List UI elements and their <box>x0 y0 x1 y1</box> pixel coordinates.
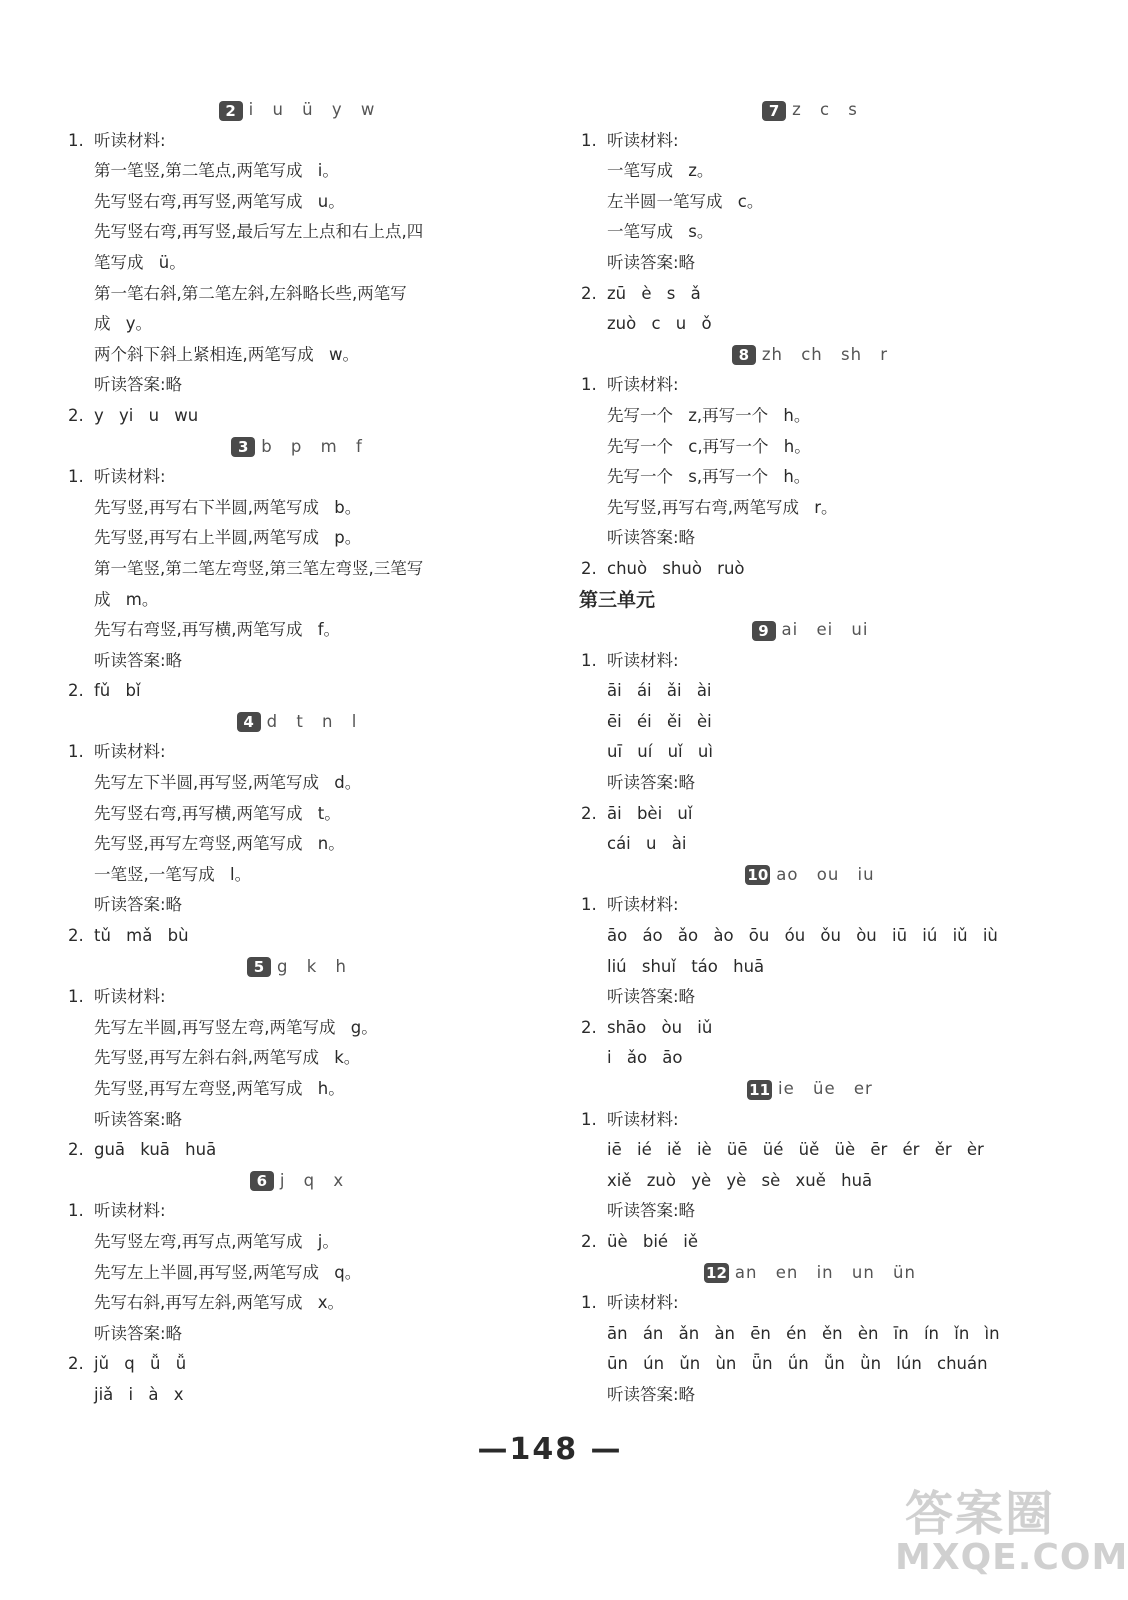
line-text: 两个斜下斜上紧相连,两笔写成 w。 <box>94 344 359 364</box>
answer-line <box>575 523 1045 554</box>
line-text: 听读答案:略 <box>94 375 183 395</box>
answer-line <box>575 829 1045 860</box>
line-text: 左半圆一笔写成 c。 <box>607 191 764 211</box>
section-number-badge: 6 <box>250 1171 274 1191</box>
answer-line <box>575 737 1045 768</box>
answer-item <box>62 462 532 493</box>
answer-item <box>62 126 532 157</box>
watermark-logo <box>895 1475 1128 1595</box>
answer-item <box>575 1288 1045 1319</box>
line-text: 听读答案:略 <box>607 1201 696 1221</box>
section-number-badge: 7 <box>762 101 786 121</box>
line-text: 先写一个 s,再写一个 h。 <box>607 467 811 487</box>
item-number: 2. <box>68 405 84 425</box>
answer-line <box>62 370 532 401</box>
section-heading <box>62 707 532 738</box>
line-text: 听读答案:略 <box>94 1323 183 1343</box>
answer-line <box>575 676 1045 707</box>
answer-item <box>62 1135 532 1166</box>
answer-line <box>575 1196 1045 1227</box>
answer-line <box>62 890 532 921</box>
section-number-badge: 8 <box>732 345 756 365</box>
line-text: 第一笔竖,第二笔左弯竖,第三笔左弯竖,三笔写 <box>94 558 424 578</box>
line-text: 笔写成 ü。 <box>94 252 186 272</box>
line-text: 听读答案:略 <box>94 1109 183 1129</box>
answer-item <box>62 676 532 707</box>
item-text: 听读材料: <box>94 130 166 150</box>
page-number: —148 — <box>477 1432 623 1467</box>
answer-item <box>575 1227 1045 1258</box>
section-heading <box>575 95 1045 126</box>
section-letters: d t n l <box>266 711 358 731</box>
watermark-en: MXQE.COM <box>895 1537 1128 1578</box>
answer-line <box>62 1013 532 1044</box>
item-text: 听读材料: <box>607 1293 679 1313</box>
line-text: 成 y。 <box>94 314 153 334</box>
answer-line <box>62 1227 532 1258</box>
line-text: 先写竖,再写右下半圆,两笔写成 b。 <box>94 497 362 517</box>
answer-line <box>62 1105 532 1136</box>
answer-line <box>575 493 1045 524</box>
line-text: i ǎo āo <box>607 1048 683 1068</box>
line-text: 先写竖,再写左斜右斜,两笔写成 k。 <box>94 1048 361 1068</box>
answer-line <box>575 1135 1045 1166</box>
item-text: zū è s ǎ <box>607 283 701 303</box>
item-number: 2. <box>581 558 597 578</box>
line-text: liú shuǐ táo huā <box>607 956 765 976</box>
item-number: 1. <box>68 130 84 150</box>
section-letters: zh ch sh r <box>761 344 889 364</box>
item-text: 听读材料: <box>607 130 679 150</box>
answer-item <box>62 401 532 432</box>
answer-item <box>62 921 532 952</box>
section-number-badge: 11 <box>749 1080 771 1099</box>
answer-item <box>575 554 1045 585</box>
line-text: 一笔竖,一笔写成 l。 <box>94 864 252 884</box>
item-text: 听读材料: <box>607 650 679 670</box>
answer-line <box>62 1380 532 1411</box>
answer-item <box>62 1196 532 1227</box>
line-text: 先写左下半圆,再写竖,两笔写成 d。 <box>94 773 362 793</box>
section-heading <box>575 615 1045 646</box>
answer-item <box>575 1105 1045 1136</box>
section-letters: b p m f <box>261 436 363 456</box>
line-text: 先写竖,再写左弯竖,两笔写成 n。 <box>94 834 345 854</box>
line-text: 听读答案:略 <box>607 773 696 793</box>
answer-line <box>62 217 532 248</box>
line-text: ēi éi ěi èi <box>607 711 712 731</box>
line-text: 先写一个 c,再写一个 h。 <box>607 436 811 456</box>
item-text: 听读材料: <box>607 375 679 395</box>
line-text: 先写竖,再写右上半圆,两笔写成 p。 <box>94 528 362 548</box>
item-text: fǔ bǐ <box>94 681 141 701</box>
answer-line <box>62 585 532 616</box>
answer-line <box>62 615 532 646</box>
item-number: 2. <box>581 803 597 823</box>
answer-line <box>62 1288 532 1319</box>
answer-item <box>575 646 1045 677</box>
answer-line <box>62 248 532 279</box>
item-number: 1. <box>581 1293 597 1313</box>
right-column <box>575 95 1045 1411</box>
line-text: 先写左半圆,再写竖左弯,两笔写成 g。 <box>94 1017 378 1037</box>
answer-line <box>575 1166 1045 1197</box>
section-number-badge: 5 <box>247 957 271 977</box>
item-number: 2. <box>68 926 84 946</box>
answer-line <box>62 340 532 371</box>
line-text: cái u ài <box>607 834 687 854</box>
section-letters: ie üe er <box>778 1079 873 1098</box>
line-text: ān án ǎn àn ēn én ěn èn īn ín ǐn ìn <box>607 1323 1000 1343</box>
section-number-badge: 9 <box>752 621 776 641</box>
line-text: 先写竖右弯,再写横,两笔写成 t。 <box>94 803 341 823</box>
answer-line <box>62 829 532 860</box>
item-text: tǔ mǎ bù <box>94 926 189 946</box>
answer-line <box>62 1043 532 1074</box>
line-text: 听读答案:略 <box>94 895 183 915</box>
section-heading <box>62 95 532 126</box>
line-text: ūn ún ǔn ùn ǖn ǘn ǚn ǜn lún chuán <box>607 1354 988 1374</box>
unit-title-text: 第三单元 <box>579 588 656 611</box>
line-text: 一笔写成 s。 <box>607 222 714 242</box>
answer-line <box>575 432 1045 463</box>
section-number-badge: 10 <box>747 866 769 885</box>
line-text: āo áo ǎo ào ōu óu ǒu òu iū iú iǔ iù <box>607 926 998 946</box>
section-heading <box>62 432 532 463</box>
section-heading <box>575 340 1045 371</box>
answer-item <box>575 126 1045 157</box>
section-number-badge: 12 <box>706 1264 727 1283</box>
item-number: 2. <box>68 681 84 701</box>
line-text: 先写右斜,再写左斜,两笔写成 x。 <box>94 1293 344 1313</box>
section-letters: z c s <box>792 100 858 119</box>
answer-line <box>62 279 532 310</box>
line-text: xiě zuò yè yè sè xuě huā <box>607 1170 873 1190</box>
line-text: uī uí uǐ uì <box>607 742 713 762</box>
answer-item <box>575 890 1045 921</box>
answer-line <box>575 982 1045 1013</box>
answer-line <box>62 1258 532 1289</box>
answer-line <box>62 1319 532 1350</box>
line-text: 先写竖,再写右弯,两笔写成 r。 <box>607 497 838 517</box>
line-text: 先写竖,再写左弯竖,两笔写成 h。 <box>94 1079 345 1098</box>
answer-line <box>575 309 1045 340</box>
answer-line <box>62 768 532 799</box>
item-number: 1. <box>68 467 84 487</box>
answer-item <box>62 982 532 1013</box>
section-number-badge: 4 <box>237 712 261 732</box>
item-number: 1. <box>581 1109 597 1129</box>
answer-line <box>62 187 532 218</box>
answer-line <box>575 1319 1045 1350</box>
section-number-badge: 3 <box>231 437 255 457</box>
item-number: 2. <box>68 1140 84 1160</box>
item-number: 2. <box>68 1354 84 1374</box>
line-text: 听读答案:略 <box>607 252 696 272</box>
line-text: 先写竖左弯,再写点,两笔写成 j。 <box>94 1231 339 1251</box>
answer-item <box>575 279 1045 310</box>
line-text: 先写右弯竖,再写横,两笔写成 f。 <box>94 620 341 640</box>
item-text: āi bèi uǐ <box>607 803 693 823</box>
item-text: y yi u wu <box>94 405 199 425</box>
item-number: 1. <box>581 130 597 150</box>
answer-line <box>62 860 532 891</box>
section-heading <box>575 1258 1045 1289</box>
item-number: 1. <box>581 375 597 395</box>
line-text: 先写一个 z,再写一个 h。 <box>607 405 811 425</box>
item-text: üè bié iě <box>607 1231 699 1251</box>
answer-line <box>575 217 1045 248</box>
answer-line <box>575 1349 1045 1380</box>
section-heading <box>575 860 1045 891</box>
line-text: 听读答案:略 <box>607 1384 696 1404</box>
item-text: 听读材料: <box>607 895 679 915</box>
item-text: 听读材料: <box>94 1201 166 1221</box>
item-number: 1. <box>581 650 597 670</box>
watermark-cn: 答案圈 <box>905 1486 1056 1542</box>
section-letters: ao ou iu <box>776 864 875 884</box>
item-number: 2. <box>581 283 597 303</box>
answer-line <box>575 707 1045 738</box>
line-text: 一笔写成 z。 <box>607 161 714 181</box>
line-text: zuò c u ǒ <box>607 314 712 334</box>
answer-item <box>575 370 1045 401</box>
line-text: 先写竖右弯,再写竖,两笔写成 u。 <box>94 191 345 211</box>
line-text: jiǎ i à x <box>94 1384 184 1404</box>
item-number: 1. <box>68 987 84 1007</box>
item-number: 2. <box>581 1017 597 1037</box>
line-text: 先写左上半圆,再写竖,两笔写成 q。 <box>94 1262 362 1282</box>
section-heading <box>575 1074 1045 1105</box>
answer-line <box>575 401 1045 432</box>
item-text: 听读材料: <box>94 742 166 762</box>
answer-line <box>62 523 532 554</box>
section-heading <box>62 1166 532 1197</box>
section-letters: ai ei ui <box>781 620 869 640</box>
section-number-badge: 2 <box>219 101 243 121</box>
answer-line <box>575 768 1045 799</box>
answer-line <box>62 1074 532 1105</box>
answer-line <box>575 952 1045 983</box>
answer-line <box>62 493 532 524</box>
item-text: chuò shuò ruò <box>607 558 745 578</box>
answer-item <box>62 1349 532 1380</box>
answer-line <box>62 309 532 340</box>
item-number: 1. <box>68 1201 84 1221</box>
answer-line <box>575 156 1045 187</box>
answer-line <box>575 921 1045 952</box>
item-text: 听读材料: <box>94 467 166 487</box>
answer-line <box>62 156 532 187</box>
section-letters: i u ü y w <box>248 100 376 119</box>
section-letters: g k h <box>277 956 347 976</box>
item-text: jǔ q ǚ ǚ <box>94 1354 187 1374</box>
answer-line <box>575 187 1045 218</box>
item-number: 1. <box>68 742 84 762</box>
answer-line <box>62 799 532 830</box>
line-text: 听读答案:略 <box>607 987 696 1007</box>
answer-line <box>62 646 532 677</box>
line-text: 听读答案:略 <box>94 650 183 670</box>
line-text: āi ái ǎi ài <box>607 681 712 701</box>
left-column <box>62 95 532 1411</box>
answer-line <box>62 554 532 585</box>
answer-line <box>575 248 1045 279</box>
item-text: guā kuā huā <box>94 1140 217 1160</box>
answer-line <box>575 462 1045 493</box>
line-text: 听读答案:略 <box>607 528 696 548</box>
answer-item <box>575 799 1045 830</box>
line-text: 先写竖右弯,再写竖,最后写左上点和右上点,四 <box>94 222 424 242</box>
item-text: 听读材料: <box>607 1109 679 1129</box>
item-text: 听读材料: <box>94 987 166 1007</box>
answer-item <box>575 1013 1045 1044</box>
line-text: 第一笔右斜,第二笔左斜,左斜略长些,两笔写 <box>94 283 407 303</box>
unit-title <box>575 585 1045 616</box>
answer-item <box>62 737 532 768</box>
answer-line <box>575 1380 1045 1411</box>
line-text: 成 m。 <box>94 589 159 609</box>
item-number: 2. <box>581 1231 597 1251</box>
answer-line <box>575 1043 1045 1074</box>
line-text: iē ié iě iè üē üé üě üè ēr ér ěr èr <box>607 1140 984 1160</box>
section-letters: an en in un ün <box>734 1262 916 1282</box>
section-letters: j q x <box>279 1170 345 1190</box>
section-heading <box>62 952 532 983</box>
item-number: 1. <box>581 895 597 915</box>
item-text: shāo òu iǔ <box>607 1017 713 1037</box>
line-text: 第一笔竖,第二笔点,两笔写成 i。 <box>94 161 339 181</box>
